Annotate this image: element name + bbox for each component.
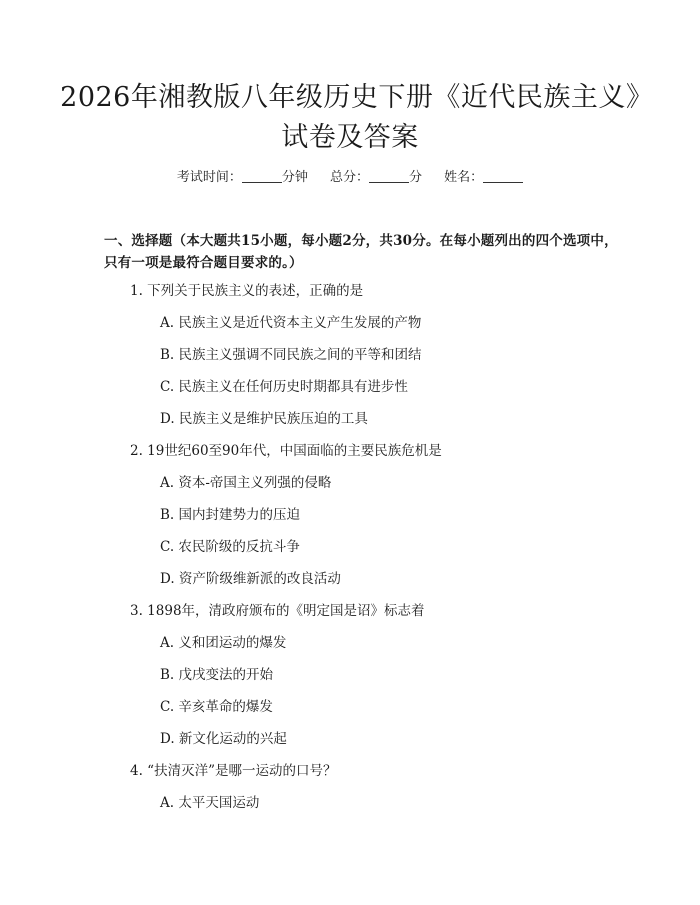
total-score-field [330,168,422,188]
question-3-option-a: A. 义和团运动的爆发 [160,635,287,651]
question-2-option-a: A. 资本-帝国主义列强的侵略 [160,475,332,491]
section-heading: 一、选择题（本大题共15小题，每小题2分，共30分。在每小题列出的四个选项中，只有一项是最符合题目要求的。） [104,233,618,271]
exam-time-unit: 分钟 [281,170,308,185]
student-name-field [444,168,523,188]
total-score-unit: 分 [409,170,423,185]
question-4: 4. “扶清灭洋”是哪一运动的口号？ [130,763,337,779]
question-1: 1. 下列关于民族主义的表述，正确的是 [130,283,364,299]
question-1-option-a: A. 民族主义是近代资本主义产生发展的产物 [160,315,422,331]
student-name-label: 姓名： [444,170,484,185]
question-4-option-a: A. 太平天国运动 [160,795,260,811]
question-1-option-b: B. 民族主义强调不同民族之间的平等和团结 [160,347,422,363]
total-score-blank [369,168,409,183]
exam-time-field [177,168,308,188]
exam-info-bar [0,168,700,188]
total-score-label: 总分： [329,170,369,185]
question-2-option-d: D. 资产阶级维新派的改良活动 [160,571,341,587]
question-3-option-c: C. 辛亥革命的爆发 [160,699,273,715]
question-3-option-d: D. 新文化运动的兴起 [160,731,287,747]
student-name-blank [483,168,523,183]
question-3-option-b: B. 戊戌变法的开始 [160,667,274,683]
exam-time-label: 考试时间： [176,170,242,185]
question-1-option-d: D. 民族主义是维护民族压迫的工具 [160,411,368,427]
question-2: 2. 19世纪60至90年代，中国面临的主要民族危机是 [130,443,442,459]
question-2-option-b: B. 国内封建势力的压迫 [160,507,301,523]
page-title: 2026年湘教版八年级历史下册《近代民族主义》试卷及答案 [60,82,640,153]
question-1-option-c: C. 民族主义在任何历史时期都具有进步性 [160,379,408,395]
question-2-option-c: C. 农民阶级的反抗斗争 [160,539,300,555]
exam-time-blank [242,168,282,183]
question-3: 3. 1898年，清政府颁布的《明定国是诏》标志着 [130,603,425,619]
